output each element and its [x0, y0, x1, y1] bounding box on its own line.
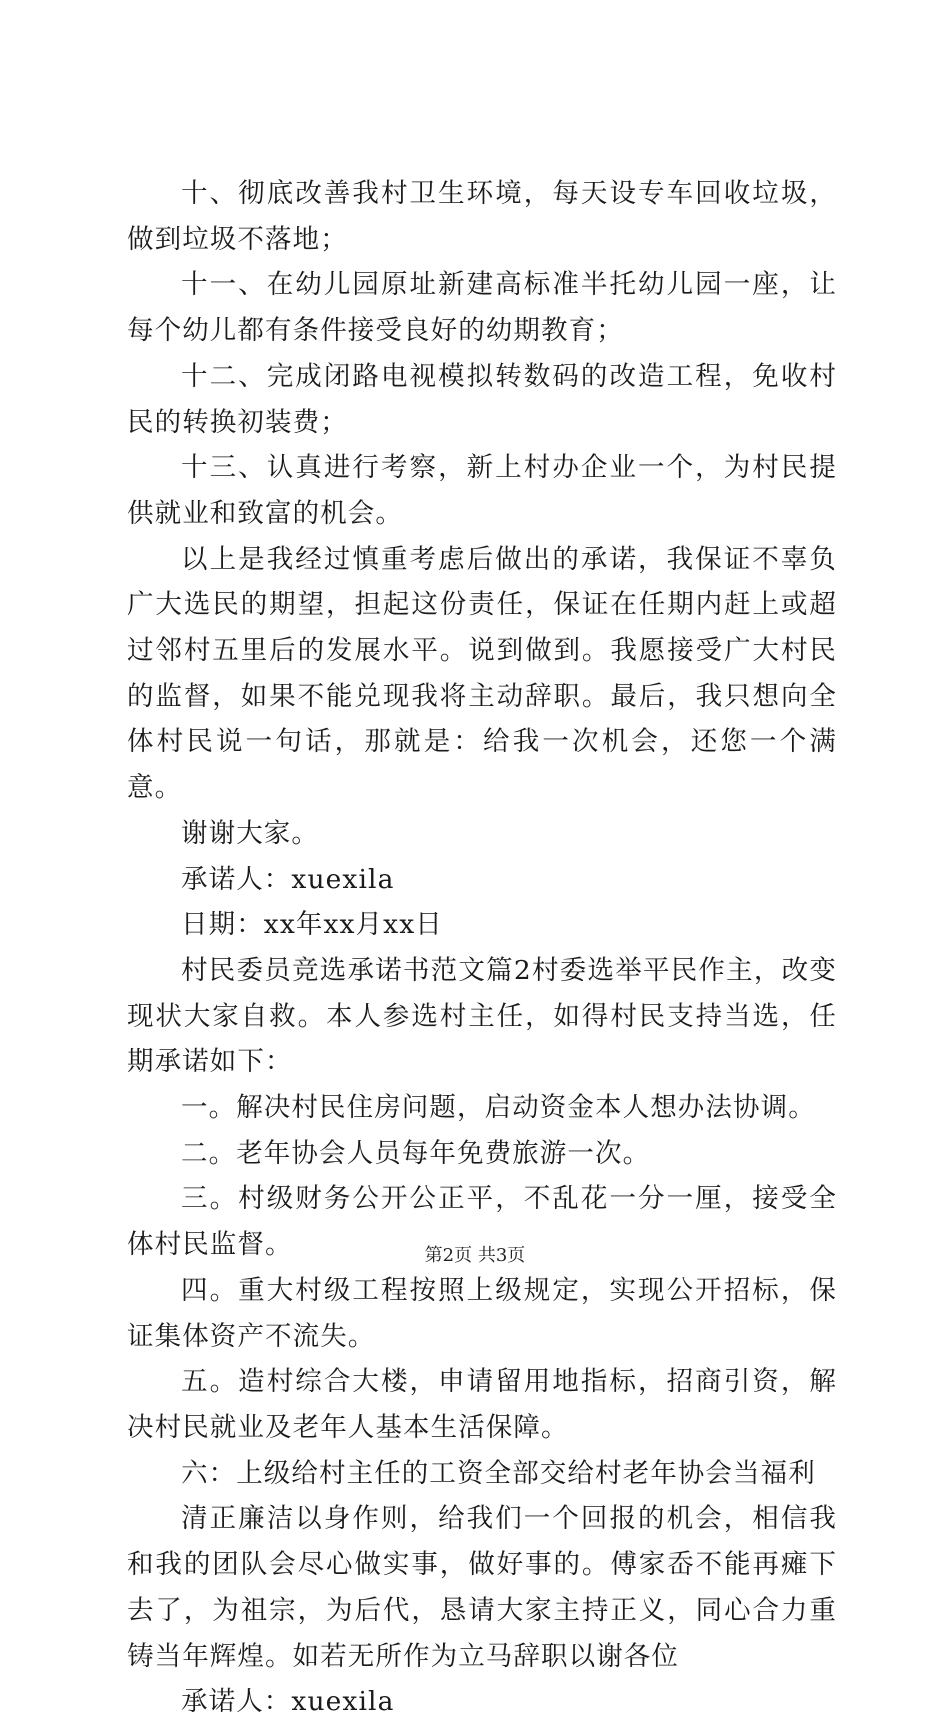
paragraph-item-3: 三。村级财务公开公正平，不乱花一分一厘，接受全体村民监督。	[127, 1183, 837, 1261]
paragraph-12: 十二、完成闭路电视模拟转数码的改造工程，免收村民的转换初装费；	[127, 360, 837, 438]
paragraph-thanks: 谢谢大家。	[181, 817, 319, 849]
paragraph-10: 十、彻底改善我村卫生环境，每天设专车回收垃圾，做到垃圾不落地；	[127, 178, 837, 255]
paragraph-13: 十三、认真进行考察，新上村办企业一个，为村民提供就业和致富的机会。	[127, 452, 837, 529]
document-body	[127, 171, 837, 1725]
paragraph-article-2-intro: 村民委员竞选承诺书范文篇2村委选举平民作主，改变现状大家自救。本人参选村主任，如得村民支持当选，任期承诺如下：	[127, 954, 837, 1078]
paragraph-item-6: 六：上级给村主任的工资全部交给村老年协会当福利	[181, 1457, 816, 1489]
signature-line-2: 承诺人：xuexila	[181, 1686, 395, 1718]
paragraph-summary: 以上是我经过慎重考虑后做出的承诺，我保证不辜负广大选民的期望，担起这份责任，保证在任期内赶上或超过邻村五里后的发展水平。说到做到。我愿接受广大村民的监督，如果不能兑现我将主动辞职。最后，我只想向全体村民说一句话，那就是：给我一次机会，还您一个满意。	[127, 543, 837, 804]
signature-line: 承诺人：xuexila	[181, 863, 395, 895]
date-line: 日期：xx年xx月xx日	[181, 909, 443, 941]
paragraph-item-4: 四。重大村级工程按照上级规定，实现公开招标，保证集体资产不流失。	[127, 1274, 837, 1352]
paragraph-11: 十一、在幼儿园原址新建高标准半托幼儿园一座，让每个幼儿都有条件接受良好的幼期教育；	[127, 269, 837, 347]
paragraph-closing: 清正廉洁以身作则，给我们一个回报的机会，相信我和我的团队会尽心做实事，做好事的。傅家岙不能再瘫下去了，为祖宗，为后代，恳请大家主持正义，同心合力重铸当年辉煌。如若无所作为立马辞职以谢各位	[127, 1503, 837, 1672]
paragraph-item-5: 五。造村综合大楼，申请留用地指标，招商引资，解决村民就业及老年人基本生活保障。	[127, 1366, 837, 1443]
page-number: 第2页 共3页	[424, 1245, 526, 1266]
paragraph-item-1: 一。解决村民住房问题，启动资金本人想办法协调。	[181, 1092, 816, 1124]
paragraph-item-2: 二。老年协会人员每年免费旅游一次。	[181, 1137, 651, 1169]
